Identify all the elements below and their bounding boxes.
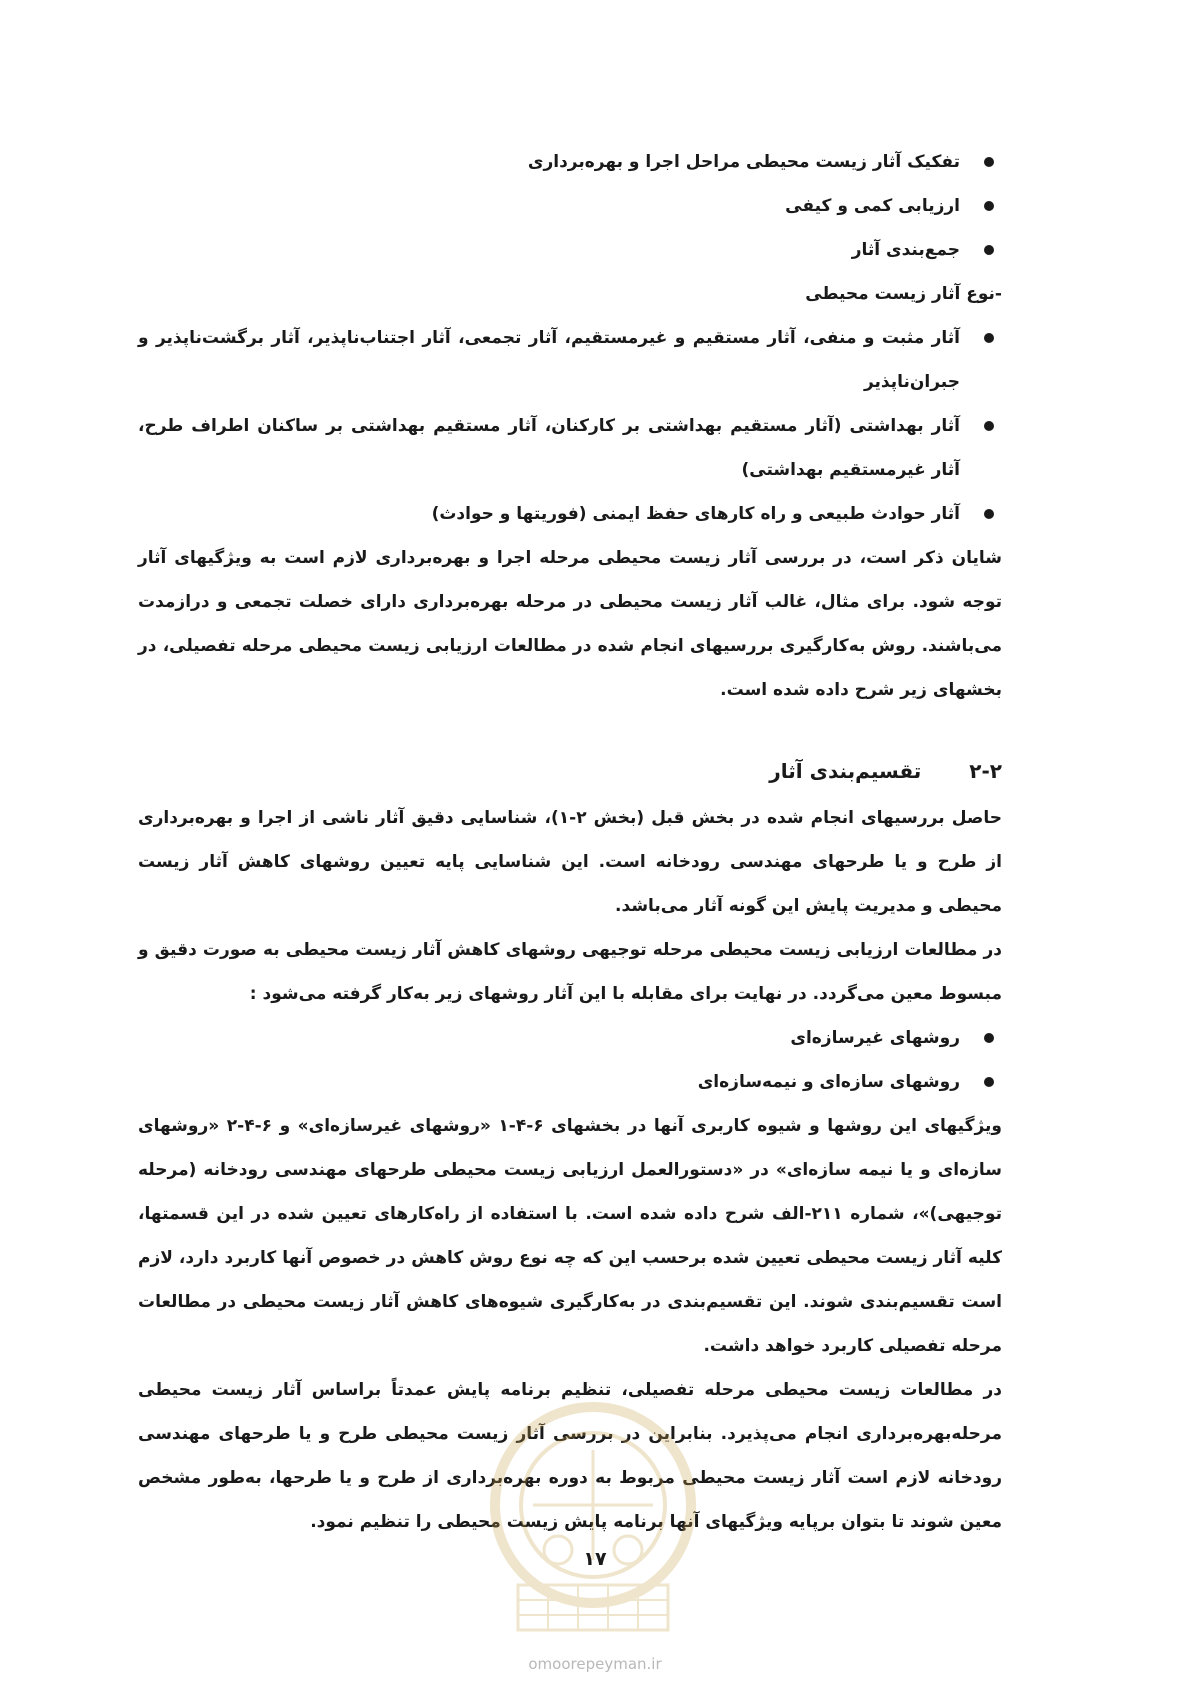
paragraph: حاصل بررسیهای انجام شده در بخش قبل (بخش ۲-۱)، شناسایی دقیق آثار ناشی از اجرا و بهره‌برداری از طرح و یا طرحهای مهندسی رودخانه است. این شناسایی پایه تعیین روشهای کاهش آثار زیست محیطی و مدیریت پایش این گونه آثار می‌باشد. (138, 808, 1002, 916)
page-number: ۱۷ (583, 1548, 607, 1570)
bullet-list-steps (138, 140, 1002, 272)
footer-watermark-url: omoorepeyman.ir (528, 1655, 662, 1673)
paragraph: در مطالعات ارزیابی زیست محیطی مرحله توجیهی روشهای کاهش آثار زیست محیطی به صورت دقیق و مبسوط معین می‌گردد. در نهایت برای مقابله با این آثار روشهای زیر به‌کار گرفته می‌شود : (138, 940, 1002, 1004)
section-title: تقسیم‌بندی آثار (769, 759, 922, 783)
list-item: روشهای غیرسازه‌ای (138, 1016, 1002, 1060)
bullet-list-effect-types (138, 316, 1002, 536)
subheading-effect-types: -نوع آثار زیست محیطی (805, 284, 1002, 304)
list-item: روشهای سازه‌ای و نیمه‌سازه‌ای (138, 1060, 1002, 1104)
document-body (138, 140, 1002, 1544)
list-item: ارزیابی کمی و کیفی (138, 184, 1002, 228)
watermark-seal (478, 1400, 708, 1640)
list-item: جمع‌بندی آثار (138, 228, 1002, 272)
paragraph: در مطالعات زیست محیطی مرحله تفصیلی، تنظیم برنامه پایش عمدتاً براساس آثار زیست محیطی مرحله‌بهره‌برداری انجام می‌پذیرد. بنابراین در بررسی آثار زیست محیطی طرح و یا طرحهای مهندسی رودخانه لازم است آثار زیست محیطی مربوط به دوره بهره‌برداری از طرح و یا طرحها، به‌طور مشخص معین شوند تا بتوان برپایه ویژگیهای آنها برنامه پایش زیست محیطی را تنظیم نمود. (138, 1380, 1002, 1532)
section-heading (138, 746, 1002, 796)
paragraph: ویژگیهای این روشها و شیوه کاربری آنها در بخشهای ۶-۴-۱ «روشهای غیرسازه‌ای» و ۶-۴-۲ «روشهای سازه‌ای و یا نیمه سازه‌ای» در «دستورالعمل ارزیابی زیست محیطی طرحهای مهندسی رودخانه (مرحله توجیهی)»، شماره ۲۱۱-الف شرح داده شده است. با استفاده از راه‌کارهای تعیین شده در این قسمتها، کلیه آثار زیست محیطی تعیین شده برحسب این که چه نوع روش کاهش در خصوص آنها کاربرد دارد، لازم است تقسیم‌بندی شوند. این تقسیم‌بندی در به‌کارگیری شیوه‌های کاهش آثار زیست محیطی در مطالعات مرحله تفصیلی کاربرد خواهد داشت. (138, 1116, 1002, 1356)
list-item: آثار بهداشتی (آثار مستقیم بهداشتی بر کارکنان، آثار مستقیم بهداشتی بر ساکنان اطراف طرح، آثار غیرمستقیم بهداشتی) (138, 404, 1002, 492)
paragraph: شایان ذکر است، در بررسی آثار زیست محیطی مرحله اجرا و بهره‌برداری لازم است به ویژگیهای آثار توجه شود. برای مثال، غالب آثار زیست محیطی در مرحله بهره‌برداری دارای خصلت تجمعی و درازمدت می‌باشند. روش به‌کارگیری بررسیهای انجام شده در مطالعات ارزیابی زیست محیطی مرحله تفصیلی، در بخشهای زیر شرح داده شده است. (138, 548, 1002, 700)
list-item: آثار حوادث طبیعی و راه کارهای حفظ ایمنی (فوریتها و حوادث) (138, 492, 1002, 536)
list-item: آثار مثبت و منفی، آثار مستقیم و غیرمستقیم، آثار تجمعی، آثار اجتناب‌ناپذیر، آثار برگشت‌ناپذیر و جبران‌ناپذیر (138, 316, 1002, 404)
section-number: ۲-۲ (969, 759, 1002, 783)
list-item: تفکیک آثار زیست محیطی مراحل اجرا و بهره‌برداری (138, 140, 1002, 184)
bullet-list-methods (138, 1016, 1002, 1104)
